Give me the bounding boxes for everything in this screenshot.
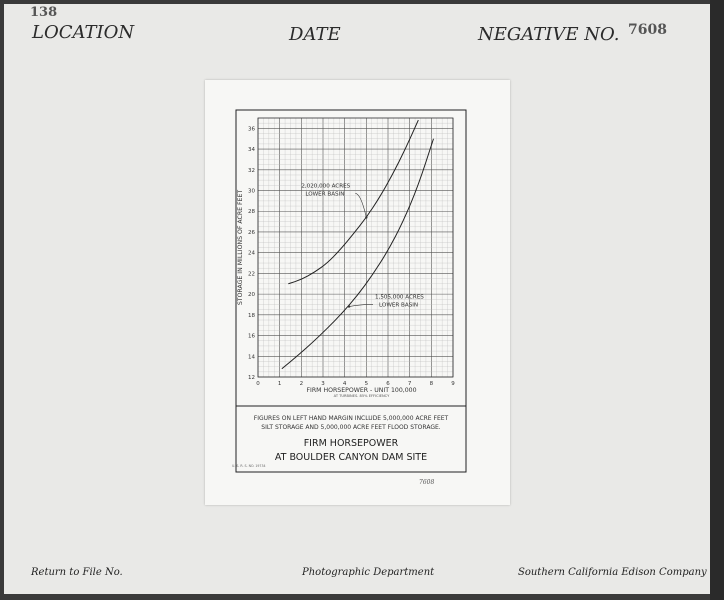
- y-tick-label: 20: [248, 292, 255, 299]
- negative-number: 7608: [628, 22, 667, 38]
- note-line-2: SILT STORAGE AND 5,000,000 ACRE FEET FLOOD STORAGE.: [261, 424, 441, 431]
- x-axis-label: FIRM HORSEPOWER - UNIT 100,000: [306, 387, 417, 394]
- card-edge: [710, 0, 724, 600]
- series-line-2: [282, 139, 434, 369]
- chart-svg: [205, 80, 510, 505]
- series-arrow-head-2: [348, 305, 350, 307]
- company-name: Southern California Edison Company: [518, 567, 707, 578]
- x-tick-label: 4: [342, 381, 347, 387]
- y-tick-label: 18: [248, 312, 255, 319]
- x-tick-label: 8: [429, 381, 434, 387]
- x-tick-label: 3: [321, 381, 325, 387]
- location-label: LOCATION: [32, 22, 135, 43]
- return-to-file-label: Return to File No.: [31, 567, 123, 578]
- date-label: DATE: [289, 24, 341, 45]
- y-tick-label: 14: [248, 354, 255, 361]
- series-label-2-line-2: LOWER BASIN: [379, 302, 419, 309]
- y-tick-label: 26: [248, 229, 255, 236]
- x-tick-label: 6: [386, 381, 390, 387]
- negative-label: NEGATIVE NO.: [478, 24, 620, 45]
- y-tick-label: 16: [248, 333, 255, 340]
- x-axis-sublabel: AT TURBINES. 85% EFFICIENCY: [333, 394, 390, 398]
- x-tick-label: 2: [299, 381, 304, 387]
- chart-title-line-1: FIRM HORSEPOWER: [303, 438, 399, 449]
- chart-series-labels: [301, 183, 424, 308]
- y-tick-label: 24: [248, 250, 255, 257]
- print-code: U. S. R. S. NO. 19734: [232, 464, 266, 468]
- y-tick-label: 12: [248, 375, 255, 381]
- series-arrow-head-1: [365, 216, 367, 218]
- series-label-2-line-1: 1,505,000 ACRES: [375, 294, 424, 301]
- chart-title-line-2: AT BOULDER CANYON DAM SITE: [274, 452, 428, 463]
- y-tick-label: 28: [248, 209, 255, 216]
- chart-ticks: [248, 126, 455, 387]
- series-label-1-line-2: LOWER BASIN: [305, 191, 345, 198]
- corner-number: 138: [30, 5, 58, 20]
- y-tick-label: 30: [248, 188, 255, 195]
- chart-grid: [258, 118, 453, 377]
- x-tick-label: 7: [407, 381, 412, 387]
- chart-print: [205, 80, 510, 505]
- chart-series: [282, 120, 434, 369]
- x-tick-label: 1: [277, 381, 282, 387]
- x-tick-label: 9: [451, 381, 455, 387]
- series-label-1-line-1: 2,020,000 ACRES: [301, 183, 351, 190]
- y-axis-label: STORAGE IN MILLIONS OF ACRE FEET: [237, 189, 244, 306]
- y-tick-label: 32: [248, 167, 255, 174]
- photographic-department: Photographic Department: [302, 567, 435, 578]
- handwritten-number: 7608: [419, 479, 435, 486]
- y-tick-label: 22: [248, 271, 255, 278]
- y-tick-label: 36: [248, 126, 255, 133]
- x-tick-label: 5: [364, 381, 369, 387]
- note-line-1: FIGURES ON LEFT HAND MARGIN INCLUDE 5,000,000 ACRE FEET: [253, 415, 449, 422]
- x-tick-label: 0: [256, 381, 260, 387]
- y-tick-label: 34: [248, 147, 255, 154]
